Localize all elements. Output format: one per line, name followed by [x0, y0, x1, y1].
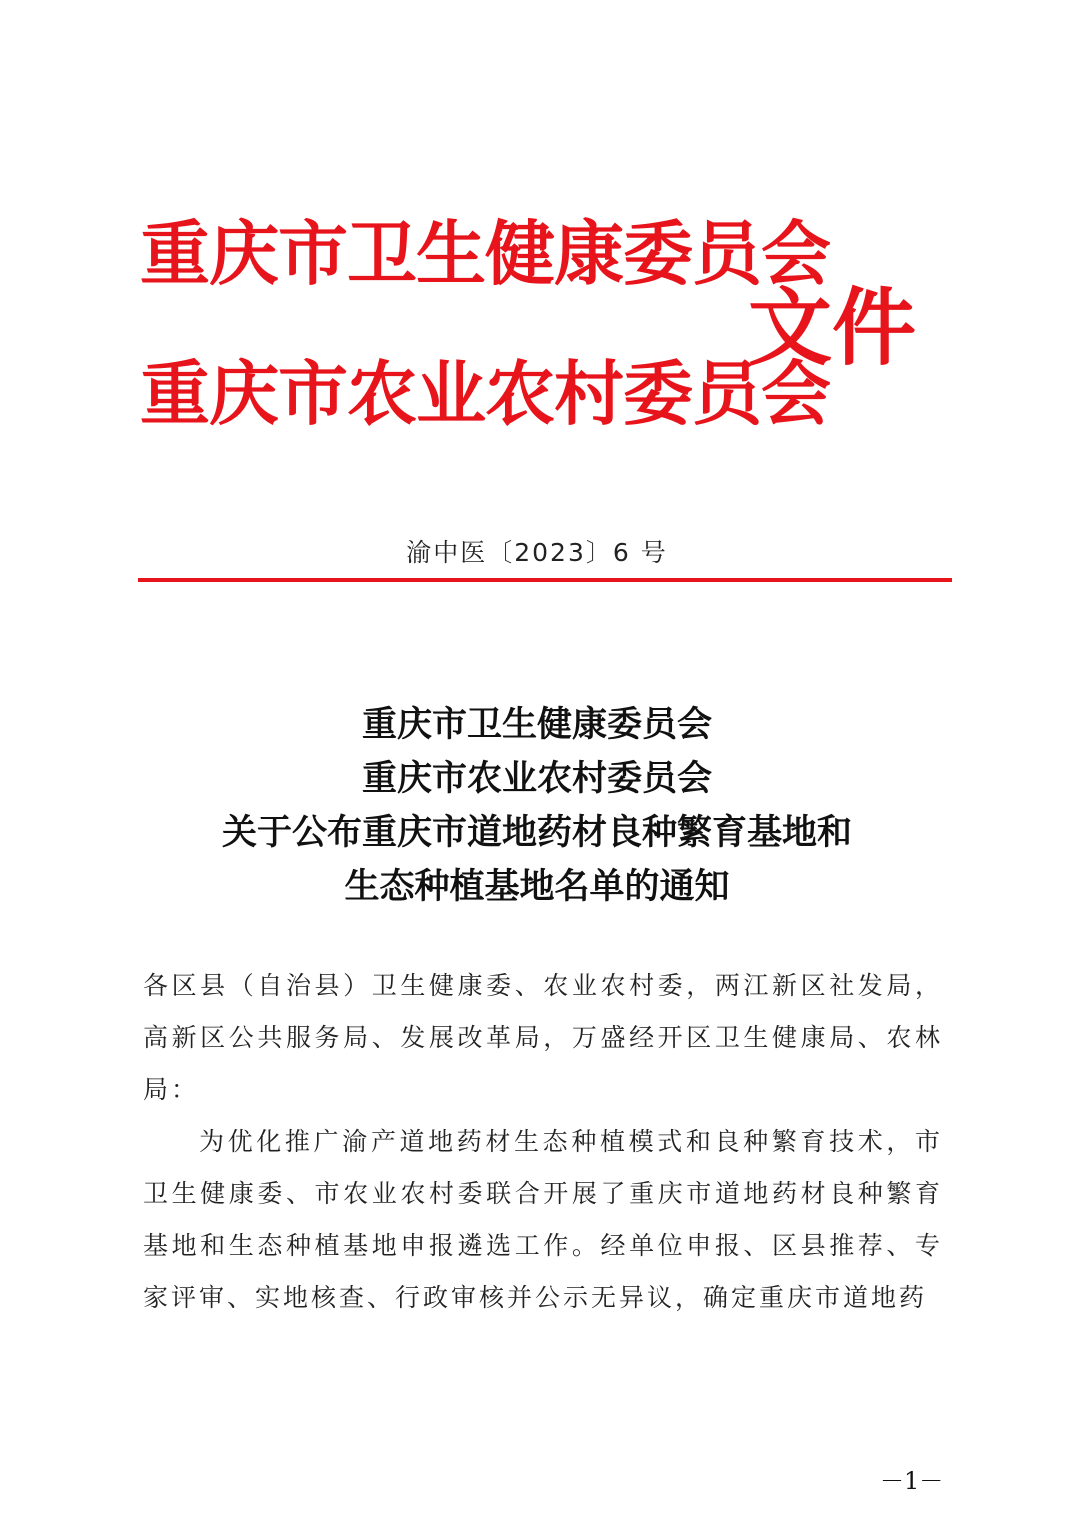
title-line: 重庆市卫生健康委员会 — [361, 704, 712, 745]
issuer-line-health-commission: 重庆市卫生健康委员会 — [140, 212, 830, 295]
page-number: －1－ — [880, 1467, 944, 1495]
document-body — [143, 960, 943, 1324]
document-kind-label: 文件 — [748, 278, 917, 377]
title-line: 关于公布重庆市道地药材良种繁育基地和 — [221, 812, 852, 853]
title-line: 生态种植基地名单的通知 — [344, 866, 730, 907]
red-separator-rule — [138, 578, 952, 582]
issuer-line-agriculture-commission: 重庆市农业农村委员会 — [140, 352, 830, 435]
title-line: 重庆市农业农村委员会 — [361, 758, 712, 799]
document-number: 渝中医〔2023〕6 号 — [406, 538, 668, 567]
document-title — [0, 698, 1074, 914]
addressees-paragraph: 各区县（自治县）卫生健康委、农业农村委，两江新区社发局，高新区公共服务局、发展改革局，万盛经开区卫生健康局、农林局： — [143, 971, 943, 1104]
body-paragraph: 为优化推广渝产道地药材生态种植模式和良种繁育技术，市卫生健康委、市农业农村委联合开展了重庆市道地药材良种繁育基地和生态种植基地申报遴选工作。经单位申报、区县推荐、专家评审、实地核查、行政审核并公示无异议，确定重庆市道地药 — [143, 1127, 943, 1312]
